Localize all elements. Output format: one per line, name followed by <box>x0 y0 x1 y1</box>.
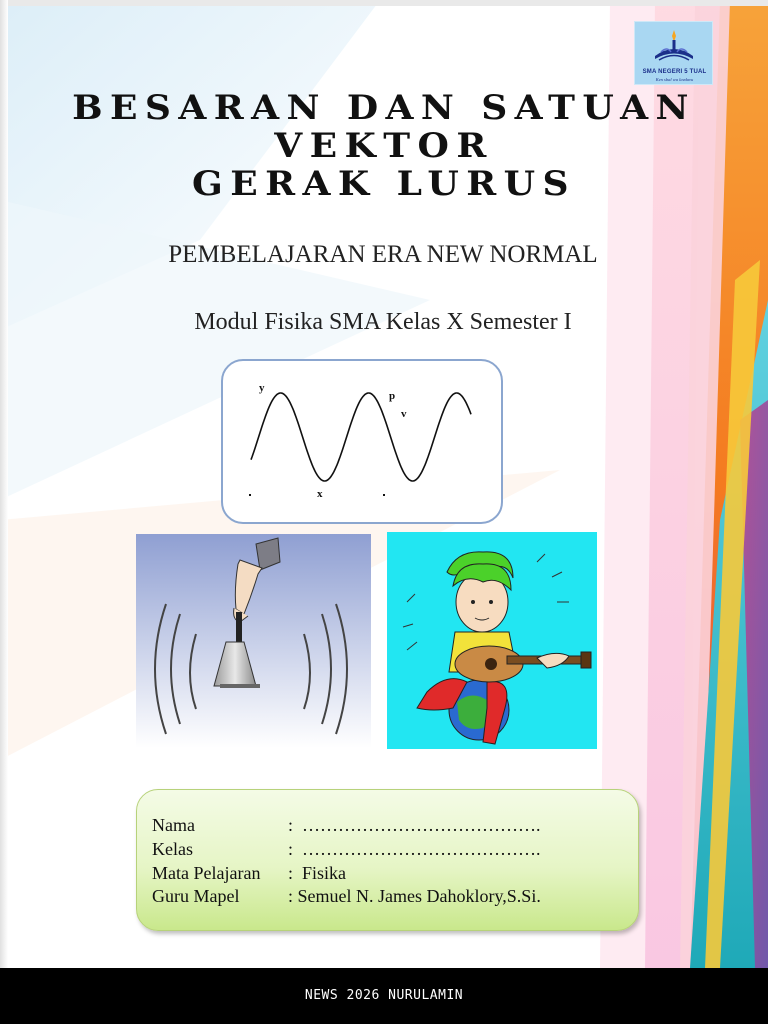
page-top-edge <box>0 0 768 6</box>
logo-motto: Ken sbal wa lavdavu <box>655 77 694 82</box>
wave-label-v: v <box>401 408 407 420</box>
info-value: : …………………………………. <box>288 839 541 859</box>
wave-label-x: x <box>317 488 323 500</box>
info-value: : Semuel N. James Dahoklory,S.Si. <box>288 886 541 906</box>
info-value: : …………………………………. <box>288 815 541 835</box>
title-line-2: VEKTOR <box>274 126 494 166</box>
wave-label-y: y <box>259 382 265 394</box>
footer-bar <box>0 968 768 1024</box>
title-line-1: BESARAN DAN SATUAN <box>72 88 696 128</box>
school-emblem-icon <box>635 22 714 68</box>
info-value: : Fisika <box>288 863 347 883</box>
info-row-guru-mapel <box>152 886 541 968</box>
info-label: Guru Mapel <box>152 886 240 906</box>
school-logo <box>634 21 713 85</box>
ringing-bell-illustration <box>136 534 371 748</box>
footer-text: NEWS 2026 NURULAMIN <box>304 988 464 1003</box>
sine-wave-figure <box>243 377 481 501</box>
wave-figure-frame <box>221 359 503 524</box>
logo-school-name: SMA NEGERI 5 TUAL <box>642 69 707 75</box>
title-line-3: GERAK LURUS <box>192 164 576 204</box>
student-info-box <box>136 789 639 931</box>
boy-playing-guitar-illustration <box>387 532 597 749</box>
wave-label-p: p <box>389 390 396 402</box>
info-label: Nama <box>152 815 195 835</box>
info-label: Mata Pelajaran <box>152 863 261 883</box>
subtitle: PEMBELAJARAN ERA NEW NORMAL <box>168 241 598 268</box>
module-line: Modul Fisika SMA Kelas X Semester I <box>194 309 572 335</box>
info-label: Kelas <box>152 839 193 859</box>
